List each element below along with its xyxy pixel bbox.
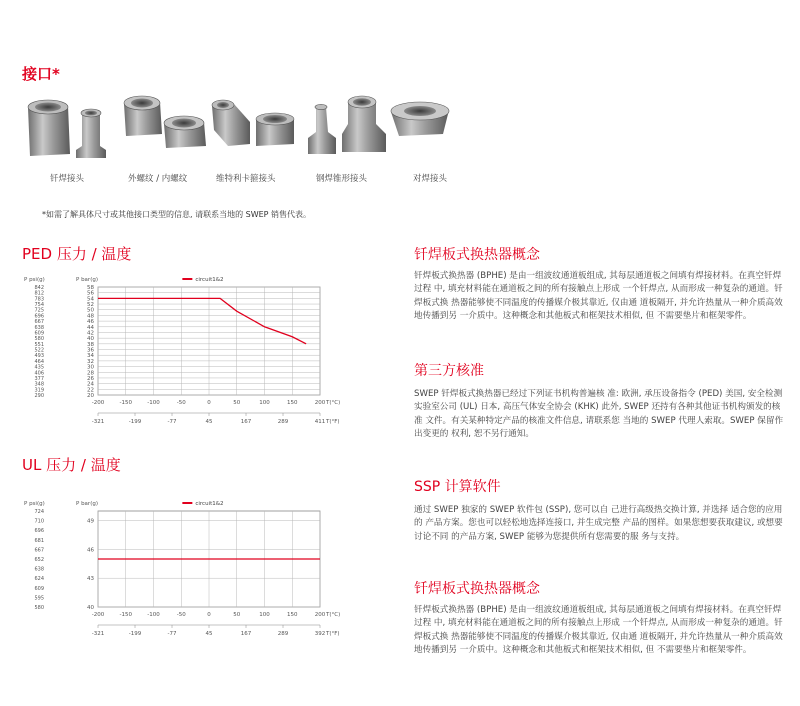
psi-tick-label: 580 [34,605,44,611]
x-tick-label: 0 [207,612,211,618]
y-tick-label: 28 [87,370,94,377]
y-tick-label: 26 [87,375,94,382]
psi-tick-label: 290 [34,393,44,399]
x-tick-label: 50 [233,612,241,618]
psi-tick-label: 754 [34,302,44,309]
y-tick-label: 56 [87,290,94,297]
y-axis-label: P bar(g) [76,277,98,283]
x2-tick-label: 45 [205,631,213,637]
psi-tick-label: 624 [34,576,44,583]
y-tick-label: 20 [87,393,94,399]
x2-tick-label: 411 [314,419,326,425]
x-axis-label: T(°C) [326,400,341,406]
psi-tick-label: 842 [34,285,44,291]
psi-tick-label: 464 [34,358,44,365]
y-tick-label: 46 [87,547,94,554]
psi-tick-label: 609 [34,585,44,592]
y-tick-label: 24 [87,381,94,388]
y-tick-label: 30 [87,364,94,371]
y-tick-label: 42 [87,330,94,337]
psi-tick-label: 652 [34,557,44,563]
x2-tick-label: 392 [314,631,326,637]
legend-label: circuit1&2 [195,501,224,507]
x2-tick-label: 45 [205,419,213,425]
connections-footnote: *如需了解具体尺寸或其他接口类型的信息, 请联系当地的 SWEP 销售代表。 [42,210,312,219]
y-tick-label: 43 [87,576,94,583]
y-tick-label: 22 [87,387,94,394]
psi-tick-label: 710 [34,518,44,525]
x-tick-label: 150 [287,400,298,406]
psi-tick-label: 667 [34,319,44,326]
x2-tick-label: -77 [167,631,177,637]
approval-heading: 第三方核准 [414,363,484,379]
x2-tick-label: 289 [277,631,289,637]
x-tick-label: -150 [119,400,132,406]
y-tick-label: 54 [87,296,94,303]
x-axis-label: T(°C) [326,612,341,618]
x-tick-label: 100 [259,400,270,406]
x-tick-label: 0 [207,400,211,406]
concept-paragraph-repeat: 钎焊板式换热器 (BPHE) 是由一组波纹通道板组成, 其每层通道板之间填有焊接材料。在真空钎焊过程 中, 填充材料能在通道板之间的所有接触点上形成 一个钎焊点, 从而形成一种复杂的通道。钎焊板式换 热器能够使不同温度的传播媒介极其靠近, 仅由通 道板隔开, 并允许热量从一种介质高效地传播到另 一介质中。这种概念和其他板式和框架技术相似, 但 不需要垫片和框架零件。 [414,605,783,655]
connector-weld-cone [302,94,397,189]
y-axis-label: P bar(g) [76,501,98,507]
butt-weld-connection-image [385,94,470,164]
y-tick-label: 40 [87,605,94,611]
legend-label: circuit1&2 [195,277,224,283]
psi-tick-label: 377 [34,375,44,382]
ul-pressure-temperature-chart [22,482,352,642]
psi-tick-label: 406 [34,370,44,377]
psi-tick-label: 724 [34,509,44,515]
concept-heading: 钎焊板式换热器概念 [414,247,540,263]
x2-tick-label: -321 [91,631,105,637]
x2-axis-label: T(°F) [326,631,340,637]
x-tick-label: 200 [314,612,326,618]
x2-tick-label: 289 [277,419,289,425]
x2-tick-label: -199 [128,419,142,425]
connector-butt-weld [385,94,470,189]
psi-tick-label: 725 [34,307,44,314]
psi-tick-label: 493 [34,353,44,360]
psi-tick-label: 435 [34,364,44,371]
x-tick-label: -200 [91,612,105,618]
connector-victaulic-label: 维特利卡箍接头 [216,174,276,184]
approval-paragraph: SWEP 钎焊板式换热器已经过下列证书机构普遍核 准: 欧洲, 承压设备指令 (PED) 美国, 安全检测实验室公司 (UL) 日本, 高压气体安全协会 (KHK) 此外, SWEP 还持有各种其他证书机构颁发的核准 文件。有关某种特定产品的核准文件信息, 请联系您 当地的 SWEP 代理人索取。SWEP 保留作出变更的 权利, 恕不另行通知。 [414,389,784,439]
psi-tick-label: 667 [34,547,44,554]
y-tick-label: 34 [87,353,94,360]
ped-chart-title: PED 压力 / 温度 [22,245,132,263]
connector-threaded [120,94,215,189]
x2-axis-label: T(°F) [326,419,340,425]
psi-tick-label: 522 [34,347,44,354]
x-tick-label: 200 [314,400,326,406]
y-tick-label: 32 [87,358,94,365]
connectors-row [20,94,470,189]
y-tick-label: 50 [87,307,94,314]
connector-butt-weld-label: 对焊接头 [413,174,448,184]
ped-pressure-temperature-chart [22,270,352,432]
x2-tick-label: -77 [167,419,177,425]
psi-axis-label: P psi(g) [24,501,45,507]
psi-tick-label: 348 [34,381,44,388]
y-tick-label: 58 [87,285,94,291]
psi-tick-label: 595 [34,595,44,602]
ssp-heading: SSP 计算软件 [414,479,501,495]
x2-tick-label: -321 [91,419,105,425]
psi-tick-label: 696 [34,528,44,535]
ssp-paragraph: 通过 SWEP 独家的 SWEP 软件包 (SSP), 您可以自 己进行高级热交换计算, 并选择 适合您的应用的 产品方案。您也可以轻松地选择连接口, 并生成完整 产品的图样。如果您想要获取建议, 或想要讨论不同 的产品方案, SWEP 能够为您提供所有您需要的服 务与支持。 [414,505,783,542]
psi-tick-label: 812 [34,290,44,297]
connector-victaulic [208,94,298,189]
concept-paragraph: 钎焊板式换热器 (BPHE) 是由一组波纹通道板组成, 其每层通道板之间填有焊接材料。在真空钎焊过程 中, 填充材料能在通道板之间的所有接触点上形成 一个钎焊点, 从而形成一种复杂的通道。钎焊板式换 热器能够使不同温度的传播媒介极其靠近, 仅由通 道板隔开, 并允许热量从一种介质高效地传播到另 一介质中。这种概念和其他板式和框架技术相似, 但 不需要垫片和框架零件。 [414,271,783,321]
y-tick-label: 48 [87,313,94,320]
x2-tick-label: -199 [128,631,142,637]
y-tick-label: 40 [87,336,94,343]
psi-tick-label: 319 [34,387,44,394]
y-tick-label: 38 [87,341,94,348]
ul-chart-title: UL 压力 / 温度 [22,456,121,474]
x-tick-label: 150 [287,612,298,618]
y-tick-label: 46 [87,319,94,326]
x-tick-label: -100 [147,612,160,618]
connector-brazed-label: 钎焊接头 [50,174,85,184]
brazed-connection-image [20,94,115,164]
connector-weld-cone-label: 钢焊锥形接头 [316,174,368,184]
x-tick-label: -100 [147,400,160,406]
psi-tick-label: 696 [34,313,44,320]
y-tick-label: 52 [87,302,94,309]
x-tick-label: 50 [233,400,241,406]
psi-tick-label: 783 [34,296,44,303]
threaded-connection-image [120,94,215,164]
psi-tick-label: 551 [34,341,44,348]
x-tick-label: -50 [176,612,186,618]
victaulic-connection-image [208,94,298,164]
connector-threaded-label: 外螺纹 / 内螺纹 [128,174,188,184]
psi-tick-label: 681 [34,537,44,544]
x-tick-label: -150 [119,612,132,618]
x-tick-label: 100 [259,612,270,618]
concept-heading-repeat: 钎焊板式换热器概念 [414,581,540,597]
psi-tick-label: 638 [34,566,44,573]
x2-tick-label: 167 [240,419,252,425]
connections-title: 接口* [22,65,60,83]
y-tick-label: 49 [87,518,94,525]
psi-tick-label: 609 [34,330,44,337]
psi-axis-label: P psi(g) [24,277,45,283]
y-tick-label: 36 [87,347,94,354]
y-tick-label: 44 [87,324,94,331]
psi-tick-label: 638 [34,324,44,331]
x2-tick-label: 167 [240,631,252,637]
x-tick-label: -50 [176,400,186,406]
weld-cone-connection-image [302,94,397,164]
x-tick-label: -200 [91,400,105,406]
psi-tick-label: 580 [34,336,44,343]
connector-brazed [20,94,115,189]
